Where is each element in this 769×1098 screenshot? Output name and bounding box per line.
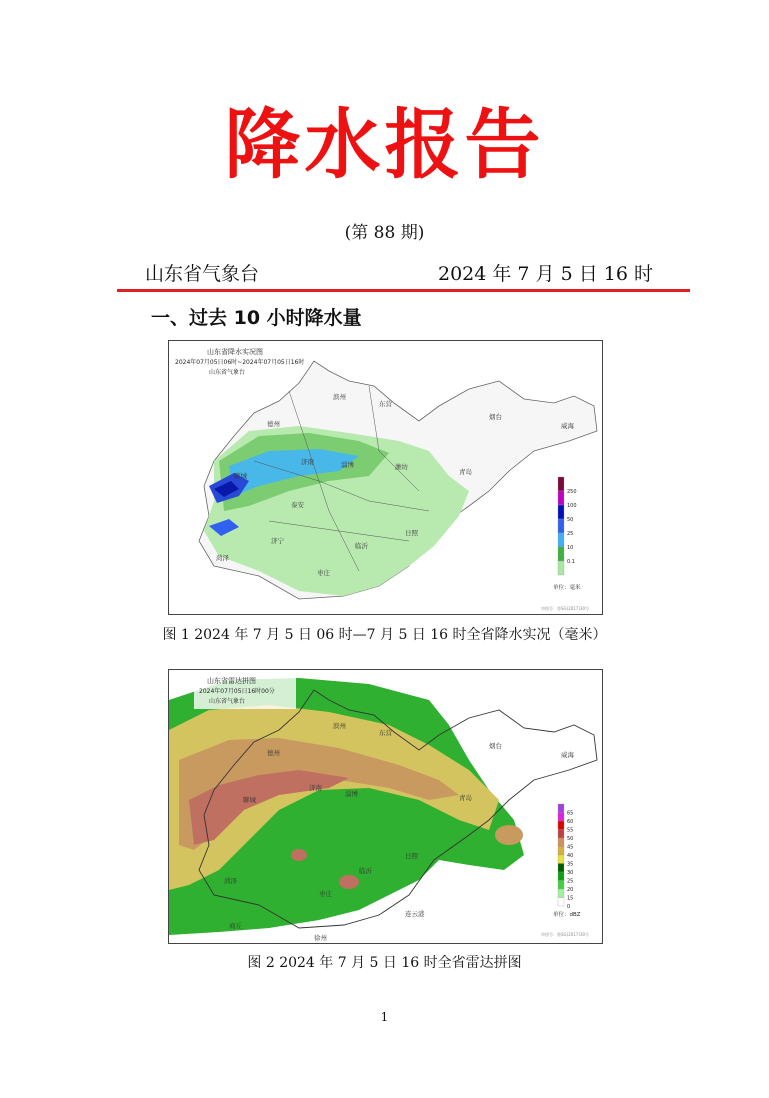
radar-mosaic-graphic (169, 670, 602, 943)
legend-label: 50 (567, 836, 574, 842)
legend-label: 20 (567, 887, 574, 893)
issue-datetime: 2024 年 7 月 5 日 16 时 (438, 263, 653, 285)
fig1-agency: 山东省气象台 (209, 369, 246, 376)
city-label: 东营 (379, 400, 392, 408)
legend-swatch (558, 491, 564, 505)
city-label: 淄博 (341, 461, 354, 469)
city-label: 滨州 (333, 722, 346, 730)
city-label: 日照 (405, 852, 418, 860)
legend-swatch (558, 813, 564, 822)
legend-label: 45 (567, 844, 574, 851)
city-label: 济宁 (271, 537, 284, 545)
city-label: 威海 (561, 751, 574, 759)
fig2-map-title: 山东省雷达拼图 (207, 677, 256, 685)
fig2-legend-unit: 单位：dBZ (553, 912, 581, 918)
legend-swatch (558, 838, 564, 847)
city-label: 日照 (405, 529, 418, 537)
radar-mosaic-map (168, 669, 603, 944)
legend-swatch (558, 864, 564, 873)
legend-swatch (558, 881, 564, 890)
city-label: 聊城 (234, 472, 247, 480)
section-heading: 一、过去 10 小时降水量 (151, 307, 362, 329)
legend-swatch (558, 804, 564, 813)
legend-swatch (558, 519, 564, 533)
legend-label: 40 (567, 853, 574, 859)
city-label: 临沂 (359, 867, 372, 875)
city-label: 烟台 (489, 413, 502, 421)
report-title: 降水报告 (224, 100, 545, 189)
city-label: 商丘 (229, 922, 242, 930)
legend-swatch (558, 821, 564, 830)
city-label: 济南 (301, 458, 314, 466)
fig1-approval: 审图号：鲁SG(2017)30号 (541, 606, 590, 611)
figure2-caption: 图 2 2024 年 7 月 5 日 16 时全省雷达拼图 (247, 955, 522, 971)
fig2-agency: 山东省气象台 (209, 698, 246, 705)
city-label: 济南 (309, 784, 322, 792)
city-label: 徐州 (314, 934, 327, 942)
legend-label: 25 (567, 878, 574, 885)
legend-label: 60 (567, 819, 574, 825)
page-number: 1 (380, 1010, 389, 1024)
city-label: 临沂 (355, 542, 368, 550)
legend-swatch (558, 561, 564, 575)
fig2-time: 2024年07月05日16时00分 (199, 688, 275, 695)
city-label: 聊城 (243, 796, 256, 804)
city-label: 枣庄 (319, 890, 332, 898)
city-label: 连云港 (405, 910, 425, 918)
legend-label: 55 (567, 827, 574, 834)
legend-label: 10 (567, 545, 574, 551)
legend-label: 30 (567, 870, 574, 876)
legend-swatch (558, 533, 564, 547)
fig1-legend-unit: 单位：毫米 (553, 585, 581, 591)
legend-label: 0.1 (567, 559, 575, 565)
issue-number: (第 88 期) (344, 223, 425, 243)
organization: 山东省气象台 (145, 263, 260, 285)
fig1-period: 2024年07月05日06时~2024年07月05日16时 (175, 359, 305, 366)
legend-swatch (558, 889, 564, 898)
header-divider (117, 289, 690, 292)
legend-swatch (558, 855, 564, 864)
city-label: 潍坊 (395, 463, 408, 471)
legend-label: 15 (567, 895, 574, 902)
legend-label: 25 (567, 531, 574, 537)
legend-swatch (558, 505, 564, 519)
city-label: 菏泽 (224, 877, 237, 885)
legend-swatch (558, 547, 564, 561)
precipitation-map (168, 340, 603, 615)
city-label: 东营 (379, 729, 392, 737)
city-label: 滨州 (333, 393, 346, 401)
city-label: 德州 (267, 420, 280, 428)
city-label: 泰安 (291, 501, 304, 509)
legend-swatch (558, 847, 564, 856)
figure1-caption: 图 1 2024 年 7 月 5 日 06 时—7 月 5 日 16 时全省降水实况（毫米） (162, 627, 607, 643)
city-label: 青岛 (459, 468, 472, 476)
legend-swatch (558, 830, 564, 839)
precipitation-map-graphic (169, 341, 602, 614)
fig2-approval: 审图号：鲁SG(2017)30号 (541, 932, 590, 937)
city-label: 青岛 (459, 794, 472, 802)
legend-swatch (558, 477, 564, 491)
city-label: 威海 (561, 422, 574, 430)
legend-label: 35 (567, 861, 574, 868)
legend-label: 50 (567, 517, 574, 523)
legend-label: 100 (567, 503, 577, 509)
legend-label: 65 (567, 810, 574, 817)
city-label: 菏泽 (216, 554, 229, 562)
city-label: 烟台 (489, 742, 502, 750)
legend-label: 0 (567, 904, 571, 910)
city-label: 淄博 (345, 790, 358, 798)
city-label: 枣庄 (317, 569, 330, 577)
legend-swatch (558, 872, 564, 881)
fig1-map-title: 山东省降水实况图 (207, 348, 263, 356)
legend-swatch (558, 898, 564, 907)
legend-label: 250 (567, 489, 577, 495)
city-label: 德州 (267, 749, 280, 757)
